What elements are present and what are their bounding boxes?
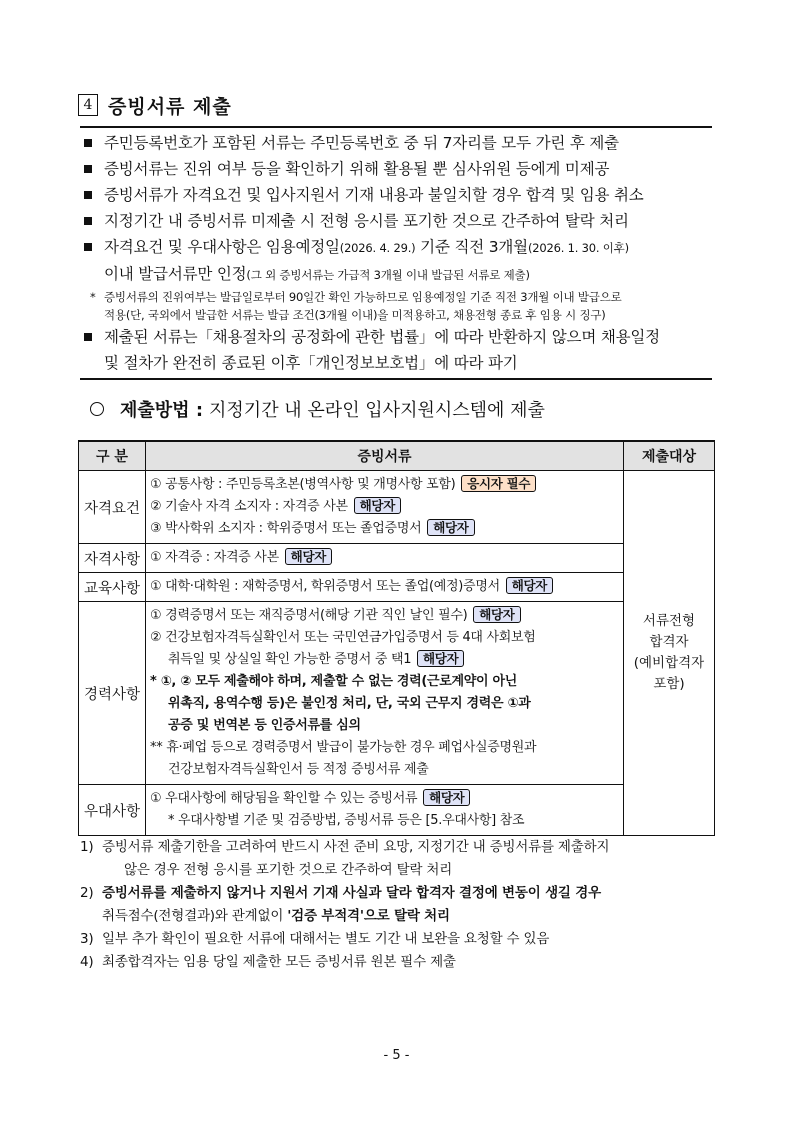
row-category: 우대사항 xyxy=(79,785,146,836)
method-text: 지정기간 내 온라인 입사지원시스템에 제출 xyxy=(209,400,545,421)
circle-bullet-icon xyxy=(90,402,104,416)
table-row xyxy=(79,573,715,602)
row-documents: ① 공통사항 : 주민등록초본(병역사항 및 개명사항 포함) 응시자 필수 ② 기술사 자격 소지자 : 자격증 사본 해당자 ③ 박사학위 소지자 : 학위증명서 또는 졸업증명서 해당자 xyxy=(146,471,624,544)
section-number: 4 xyxy=(78,94,98,116)
list-item: 증빙서류는 진위 여부 등을 확인하기 위해 활용될 뿐 심사위원 등에게 미제공 xyxy=(80,156,712,182)
applicable-badge: 해당자 xyxy=(506,577,553,594)
list-item: 제출된 서류는「채용절차의 공정화에 관한 법률」에 따라 반환하지 않으며 채용일정 및 절차가 완전히 종료된 이후「개인정보보호법」에 따라 파기 xyxy=(80,324,712,376)
list-item: 지정기간 내 증빙서류 미제출 시 전형 응시를 포기한 것으로 간주하여 탈락 처리 xyxy=(80,208,712,234)
section-heading xyxy=(78,92,232,118)
header-documents: 증빙서류 xyxy=(146,441,624,471)
row-documents: ① 우대사항에 해당됨을 확인할 수 있는 증빙서류 해당자 * 우대사항별 기준 및 검증방법, 증빙서류 등은 [5.우대사항] 참조 xyxy=(146,785,624,836)
list-item: 자격요건 및 우대사항은 임용예정일(2026. 4. 29.) 기준 직전 3개월(2026. 1. 30. 이후) 이내 발급서류만 인정(그 외 증빙서류는 가급적 3개월 이내 발급된 서류로 제출) xyxy=(80,234,712,288)
footnote: 1) 증빙서류 제출기한을 고려하여 반드시 사전 준비 요망, 지정기간 내 증빙서류를 제출하지 않은 경우 전형 응시를 포기한 것으로 간주하여 탈락 처리 xyxy=(80,839,610,878)
applicable-badge: 해당자 xyxy=(354,497,401,514)
header-target: 제출대상 xyxy=(624,441,715,471)
list-item: 증빙서류가 자격요건 및 입사지원서 기재 내용과 불일치할 경우 합격 및 임용 취소 xyxy=(80,182,712,208)
required-badge: 응시자 필수 xyxy=(461,475,536,492)
documents-table xyxy=(78,440,715,836)
square-bullet-icon xyxy=(84,333,92,341)
row-documents: ① 경력증명서 또는 재직증명서(해당 기관 직인 날인 필수) 해당자 ② 건강보험자격득실확인서 또는 국민연금가입증명서 등 4대 사회보험 취득일 및 상실일 확인 가능한 증명서 중 택1 해당자 * ①, ② 모두 제출해야 하며, 제출할 수 없는 경력(근로계약이 아닌 위촉직, 용역수행 등)은 불인정 처리, 단, 국외 근무지 경력은 ①과 공증 및 번역본 등 인증서류를 심의 ** 휴·폐업 등으로 경력증명서 발급이 불가능한 경우 폐업사실증명원과 건강보험자격득실확인서 등 적정 증빙서류 제출 xyxy=(146,602,624,785)
bullet-note: * 증빙서류의 진위여부는 발급일로부터 90일간 확인 가능하므로 임용예정일 기준 직전 3개월 이내 발급으로 적용(단, 국외에서 발급한 서류는 발급 조건(3개월 이내)을 미적용하고, 채용전형 종료 후 임용 시 징구) xyxy=(90,290,622,322)
table-row xyxy=(79,471,715,544)
footnote: 2) 증빙서류를 제출하지 않거나 지원서 기재 사실과 달라 합격자 결정에 변동이 생길 경우 취득점수(전형결과)와 관계없이 '검증 부적격'으로 탈락 처리 xyxy=(80,885,601,924)
table-row xyxy=(79,544,715,573)
footnote: 4) 최종합격자는 임용 당일 제출한 모든 증빙서류 원본 필수 제출 xyxy=(80,954,456,970)
submission-method xyxy=(90,396,545,422)
table-row xyxy=(79,785,715,836)
applicable-badge: 해당자 xyxy=(473,606,520,623)
applicable-badge: 해당자 xyxy=(417,650,464,667)
square-bullet-icon xyxy=(84,243,92,251)
method-label: 제출방법 : xyxy=(120,400,204,421)
square-bullet-icon xyxy=(84,217,92,225)
square-bullet-icon xyxy=(84,191,92,199)
row-documents: ① 자격증 : 자격증 사본 해당자 xyxy=(146,544,624,573)
list-item: 주민등록번호가 포함된 서류는 주민등록번호 중 뒤 7자리를 모두 가린 후 제출 xyxy=(80,130,712,156)
table-header-row xyxy=(79,441,715,471)
table-row xyxy=(79,602,715,785)
applicable-badge: 해당자 xyxy=(285,548,332,565)
row-category: 자격요건 xyxy=(79,471,146,544)
applicable-badge: 해당자 xyxy=(423,789,470,806)
square-bullet-icon xyxy=(84,139,92,147)
square-bullet-icon xyxy=(84,165,92,173)
bullet-box xyxy=(80,126,712,380)
row-category: 교육사항 xyxy=(79,573,146,602)
row-category: 자격사항 xyxy=(79,544,146,573)
section-title: 증빙서류 제출 xyxy=(108,95,232,118)
target-cell: 서류전형 합격자 (예비합격자 포함) xyxy=(624,471,715,836)
page-number: - 5 - xyxy=(383,1048,410,1063)
footnotes xyxy=(80,836,720,974)
applicable-badge: 해당자 xyxy=(427,519,474,536)
header-category: 구 분 xyxy=(79,441,146,471)
row-category: 경력사항 xyxy=(79,602,146,785)
row-documents: ① 대학·대학원 : 재학증명서, 학위증명서 또는 졸업(예정)증명서 해당자 xyxy=(146,573,624,602)
footnote: 3) 일부 추가 확인이 필요한 서류에 대해서는 별도 기간 내 보완을 요청할 수 있음 xyxy=(80,931,550,947)
